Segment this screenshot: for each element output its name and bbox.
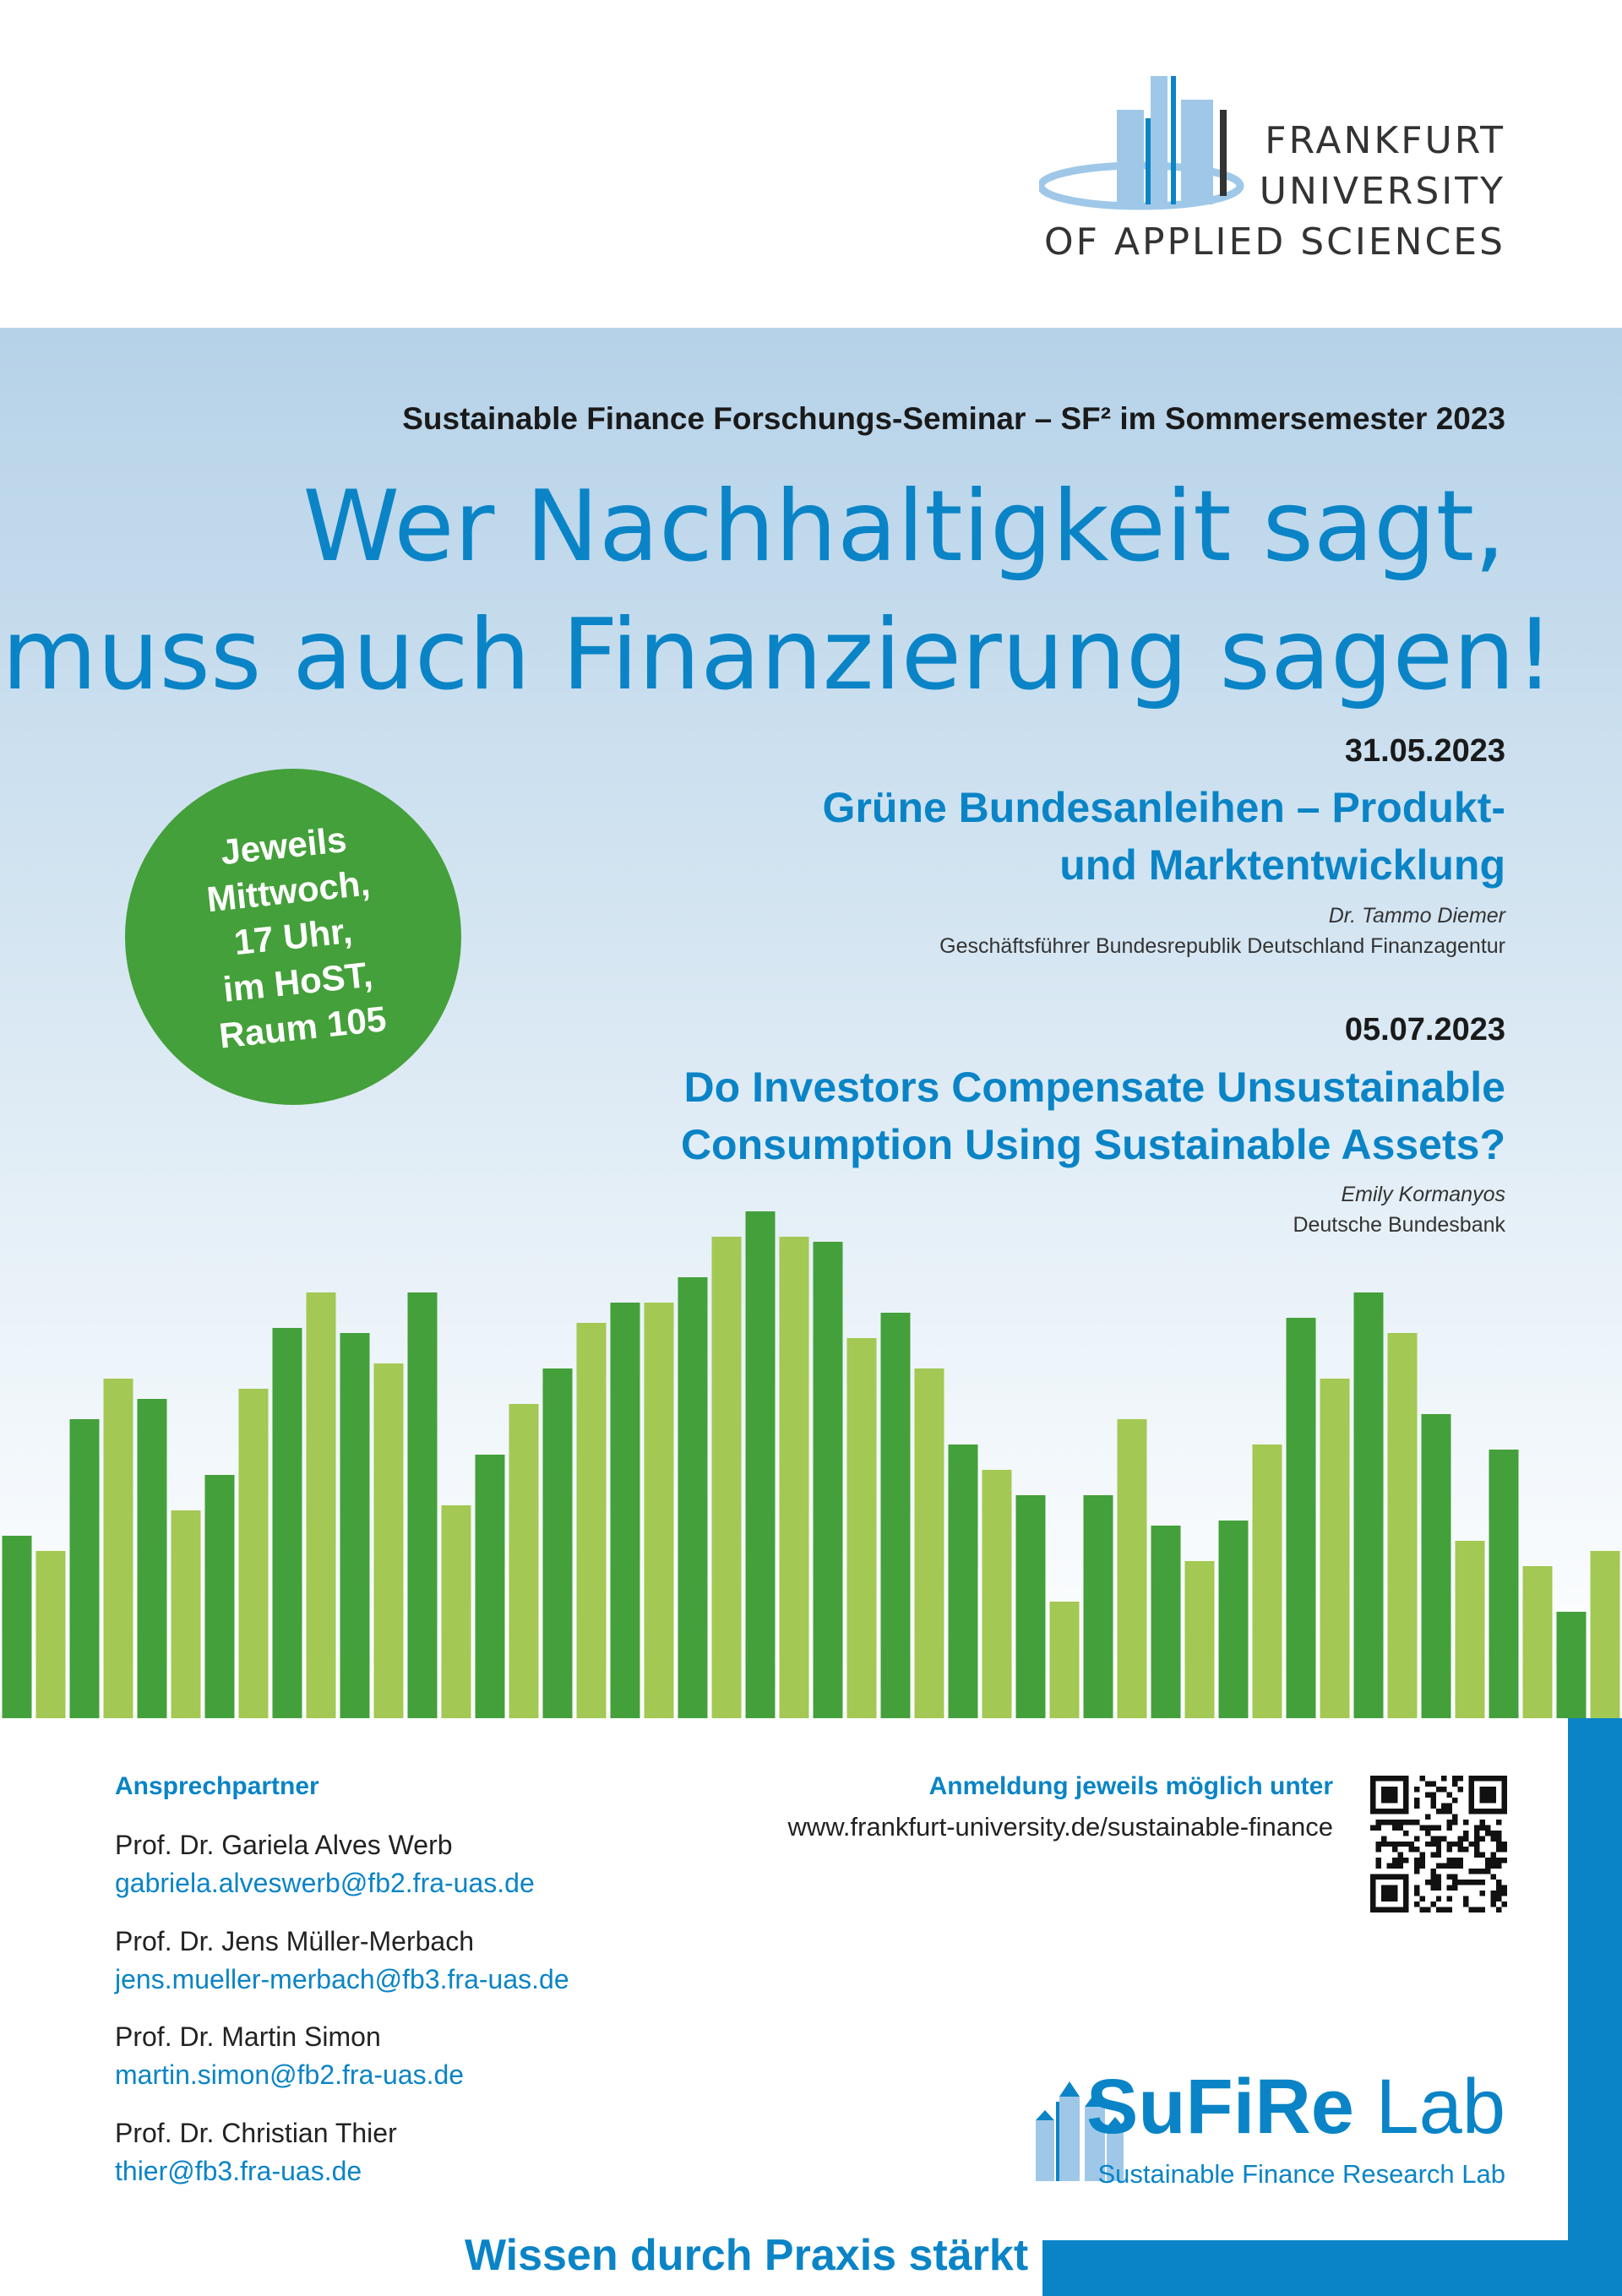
- skyline-bar: [577, 1323, 607, 1718]
- event-1-title-line-2: und Marktentwicklung: [1059, 841, 1505, 889]
- headline-line-1: Wer Nachhaltigkeit sagt,: [302, 470, 1505, 584]
- skyline-bar: [847, 1338, 877, 1718]
- contact-email-4[interactable]: thier@fb3.fra-uas.de: [115, 2156, 362, 2186]
- event-1-title: [576, 779, 1505, 894]
- event-1-title-line-1: Grüne Bundesanleihen – Produkt-: [822, 784, 1505, 831]
- skyline-bar: [746, 1211, 776, 1718]
- event-1-speaker: Dr. Tammo Diemer: [1328, 904, 1505, 928]
- lab-name: [1086, 2064, 1505, 2150]
- skyline-bar: [138, 1399, 167, 1718]
- accent-bar-bottom: [1042, 2240, 1622, 2296]
- event-2-date: 05.07.2023: [1344, 1012, 1505, 1047]
- contact-name-4: Prof. Dr. Christian Thier: [115, 2118, 397, 2148]
- skyline-bar: [949, 1445, 978, 1718]
- skyline-bar: [712, 1237, 742, 1718]
- contact-name-1: Prof. Dr. Gariela Alves Werb: [115, 1830, 453, 1860]
- skyline-bar: [982, 1470, 1012, 1718]
- skyline-bar: [205, 1475, 235, 1718]
- lab-name-thin: Lab: [1353, 2064, 1505, 2150]
- contact-name-3: Prof. Dr. Martin Simon: [115, 2021, 381, 2052]
- skyline-bar: [1016, 1495, 1046, 1718]
- event-2-title-line-2: Consumption Using Sustainable Assets?: [680, 1121, 1505, 1168]
- skyline-bar: [814, 1242, 843, 1718]
- skyline-bar: [915, 1368, 944, 1718]
- skyline-bar: [1388, 1333, 1418, 1718]
- skyline-bar: [1219, 1521, 1249, 1718]
- contact-email-2[interactable]: jens.mueller-merbach@fb3.fra-uas.de: [115, 1964, 569, 1994]
- skyline-bar: [1489, 1450, 1519, 1718]
- skyline-bar: [1591, 1551, 1620, 1718]
- skyline-bar: [1084, 1495, 1113, 1718]
- skyline-bar: [340, 1333, 370, 1718]
- skyline-bar: [1456, 1541, 1485, 1718]
- skyline-bar: [678, 1277, 708, 1718]
- skyline-bar: [1151, 1526, 1181, 1718]
- badge-line-2: Mittwoch,: [204, 862, 373, 920]
- skyline-bar: [36, 1551, 66, 1718]
- skyline-bar: [1422, 1414, 1451, 1718]
- skyline-bar: [273, 1328, 302, 1718]
- contact-name-2: Prof. Dr. Jens Müller-Merbach: [115, 1926, 475, 1956]
- badge-text: [155, 810, 432, 1064]
- skyline-bar: [1320, 1379, 1350, 1718]
- contact-email-1[interactable]: gabriela.alveswerb@fb2.fra-uas.de: [115, 1868, 535, 1898]
- lab-subtitle: Sustainable Finance Research Lab: [1097, 2159, 1505, 2189]
- skyline-bar: [611, 1303, 640, 1718]
- tagline: Wissen durch Praxis stärkt: [465, 2231, 1029, 2280]
- skyline-bar: [1185, 1561, 1215, 1718]
- skyline-bar: [171, 1510, 201, 1718]
- logo-text-line-2: UNIVERSITY: [1259, 170, 1505, 213]
- event-1-date: 31.05.2023: [1344, 733, 1505, 769]
- skyline-bar: [104, 1379, 133, 1718]
- skyline-bar: [543, 1368, 573, 1718]
- accent-bar-side: [1568, 1718, 1622, 2296]
- skyline-bar: [476, 1455, 505, 1718]
- contact-email-3[interactable]: martin.simon@fb2.fra-uas.de: [115, 2059, 465, 2090]
- skyline-bar: [1050, 1602, 1080, 1718]
- event-2-title-line-1: Do Investors Compensate Unsustainable: [683, 1064, 1505, 1111]
- logo-text-line-1: FRANKFURT: [1265, 119, 1505, 162]
- seminar-subtitle: Sustainable Finance Forschungs-Seminar – SF² im Sommersemester 2023: [402, 401, 1505, 436]
- badge-line-1: Jeweils: [218, 819, 349, 873]
- skyline-bar: [239, 1389, 269, 1718]
- lab-name-bold: SuFiRe: [1086, 2064, 1354, 2150]
- headline-line-2: muss auch Finanzierung sagen!: [2, 598, 1554, 712]
- decorative-bar-skyline: [0, 1183, 1622, 1718]
- badge-line-4: im HoST,: [220, 954, 375, 1009]
- badge-line-5: Raum 105: [217, 998, 389, 1056]
- skyline-bar: [1287, 1318, 1316, 1718]
- logo-text-line-3: OF APPLIED SCIENCES: [1043, 220, 1505, 264]
- badge-line-3: 17 Uhr,: [231, 910, 355, 963]
- event-2-speaker: Emily Kormanyos: [1341, 1183, 1505, 1206]
- skyline-bar: [1253, 1445, 1282, 1718]
- skyline-bar: [374, 1363, 404, 1718]
- skyline-bar: [881, 1313, 911, 1718]
- registration-url[interactable]: www.frankfurt-university.de/sustainable-finance: [787, 1812, 1333, 1842]
- event-2-affiliation: Deutsche Bundesbank: [1293, 1213, 1505, 1237]
- skyline-bar: [509, 1404, 539, 1718]
- page-headline: [2, 463, 1554, 720]
- event-2-title: [576, 1058, 1505, 1173]
- skyline-bar: [780, 1237, 809, 1718]
- university-logo-icon: [1039, 68, 1259, 228]
- skyline-bar: [408, 1292, 438, 1718]
- event-1-affiliation: Geschäftsführer Bundesrepublik Deutschland Finanzagentur: [939, 934, 1505, 958]
- skyline-bar: [70, 1419, 100, 1718]
- qr-code-icon[interactable]: [1370, 1776, 1507, 1912]
- skyline-bar: [1523, 1566, 1553, 1718]
- skyline-bar: [645, 1303, 674, 1718]
- skyline-bar: [1118, 1419, 1147, 1718]
- registration-heading: Anmeldung jeweils möglich unter: [928, 1772, 1333, 1800]
- schedule-badge: [125, 769, 461, 1105]
- skyline-bar: [1557, 1612, 1587, 1718]
- contact-heading: Ansprechpartner: [115, 1772, 319, 1800]
- skyline-bar: [442, 1505, 471, 1718]
- skyline-bar: [1354, 1292, 1384, 1718]
- skyline-bar: [307, 1292, 336, 1718]
- skyline-bar: [3, 1536, 32, 1718]
